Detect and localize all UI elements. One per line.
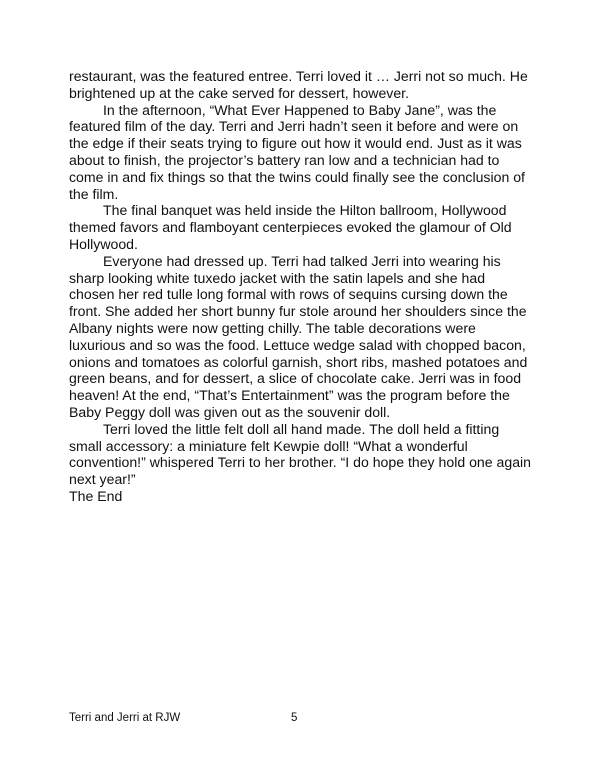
paragraph-the-end: The End: [69, 487, 123, 504]
footer-page-number: 5: [291, 712, 298, 724]
paragraph-final-banquet: The final banquet was held inside the Hilton ballroom, Hollywood themed favors and flamboyant centerpieces evoked the glamour of Old Hollywood.: [69, 202, 512, 252]
paragraph-dressed-up: Everyone had dressed up. Terri had talked Jerri into wearing his sharp looking white tuxedo jacket with the satin lapels and she had chosen her red tulle long formal with rows of sequins cursing down the front. She added her short bunny fur stole around her shoulders since the Albany nights were now getting chilly. The table decorations were luxurious and so was the food. Lettuce wedge salad with chopped bacon, onions and tomatoes as colorful garnish, short ribs, mashed potatoes and green beans, and for dessert, a slice of chocolate cake. Jerri was in food heaven! At the end, “That’s Entertainment” was the program before the Baby Peggy doll was given out as the souvenir doll.: [69, 252, 528, 420]
paragraph-felt-doll: Terri loved the little felt doll all hand made. The doll held a fitting small accessory: a miniature felt Kewpie doll! “What a wonderful convention!” whispered Terri to her brother. “I do hope they hold one again next year!”: [69, 420, 531, 488]
page-body: [69, 68, 531, 505]
paragraph-continuation: restaurant, was the featured entree. Terri loved it … Jerri not so much. He brightened up at the cake served for dessert, however.: [69, 68, 528, 101]
footer-title: Terri and Jerri at RJW: [69, 712, 181, 724]
paragraph-afternoon-film: In the afternoon, “What Ever Happened to Baby Jane”, was the featured film of the day. Terri and Jerri hadn’t seen it before and were on the edge if their seats trying to figure out how it would end. Just as it was about to finish, the projector’s battery ran low and a technician had to come in and fix things so that the twins could finally see the conclusion of the film.: [69, 101, 525, 202]
